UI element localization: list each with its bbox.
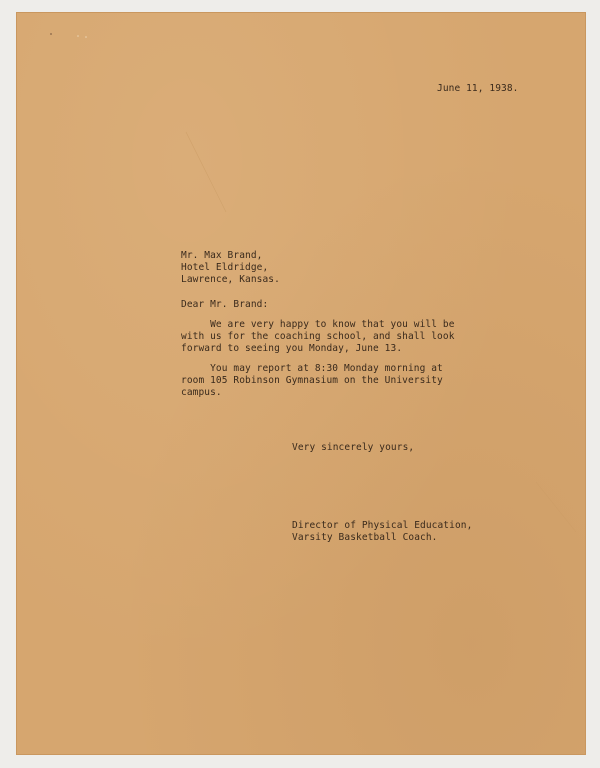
- paragraph-2-line-3: campus.: [181, 387, 222, 398]
- signature-title-2: Varsity Basketball Coach.: [292, 532, 438, 543]
- address-line-city: Lawrence, Kansas.: [181, 274, 280, 285]
- paragraph-1-line-1: We are very happy to know that you will be: [181, 319, 455, 330]
- date-line: June 11, 1938.: [437, 83, 519, 94]
- paragraph-2-line-2: room 105 Robinson Gymnasium on the University: [181, 375, 443, 386]
- salutation: Dear Mr. Brand:: [181, 299, 269, 310]
- paragraph-1-line-3: forward to seeing you Monday, June 13.: [181, 343, 403, 354]
- letter-page: [16, 12, 586, 755]
- signature-title-1: Director of Physical Education,: [292, 520, 473, 531]
- address-line-name: Mr. Max Brand,: [181, 250, 263, 261]
- paragraph-1-line-2: with us for the coaching school, and shall look: [181, 331, 455, 342]
- paragraph-2-line-1: You may report at 8:30 Monday morning at: [181, 363, 443, 374]
- address-line-hotel: Hotel Eldridge,: [181, 262, 269, 273]
- closing: Very sincerely yours,: [292, 442, 415, 453]
